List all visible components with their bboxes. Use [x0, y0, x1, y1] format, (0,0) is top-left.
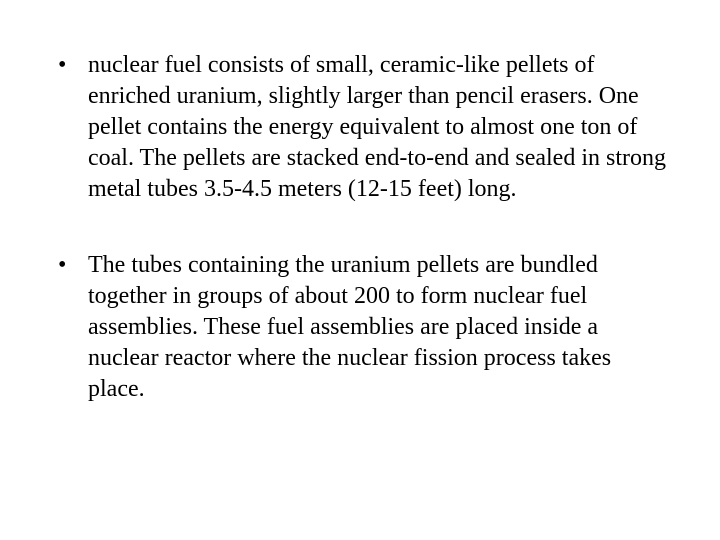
- bullet-item-fuel-assemblies: [56, 250, 666, 405]
- bullet-text: The tubes containing the uranium pellets are bundled together in groups of about 200 to form nuclear fuel assemblies. These fuel assemblies are placed inside a nuclear reactor where the nuclear fission process takes place.: [88, 252, 612, 402]
- bullet-marker: •: [58, 252, 67, 278]
- bullet-text: nuclear fuel consists of small, ceramic-like pellets of enriched uranium, slightly larger than pencil erasers. One pellet contains the energy equivalent to almost one ton of coal. The pellets are stacked end-to-end and sealed in strong metal tubes 3.5-4.5 meters (12-15 feet) long.: [88, 52, 667, 202]
- bullet-list: [56, 50, 666, 450]
- bullet-item-fuel-pellets: [56, 50, 666, 205]
- bullet-marker: •: [58, 52, 67, 78]
